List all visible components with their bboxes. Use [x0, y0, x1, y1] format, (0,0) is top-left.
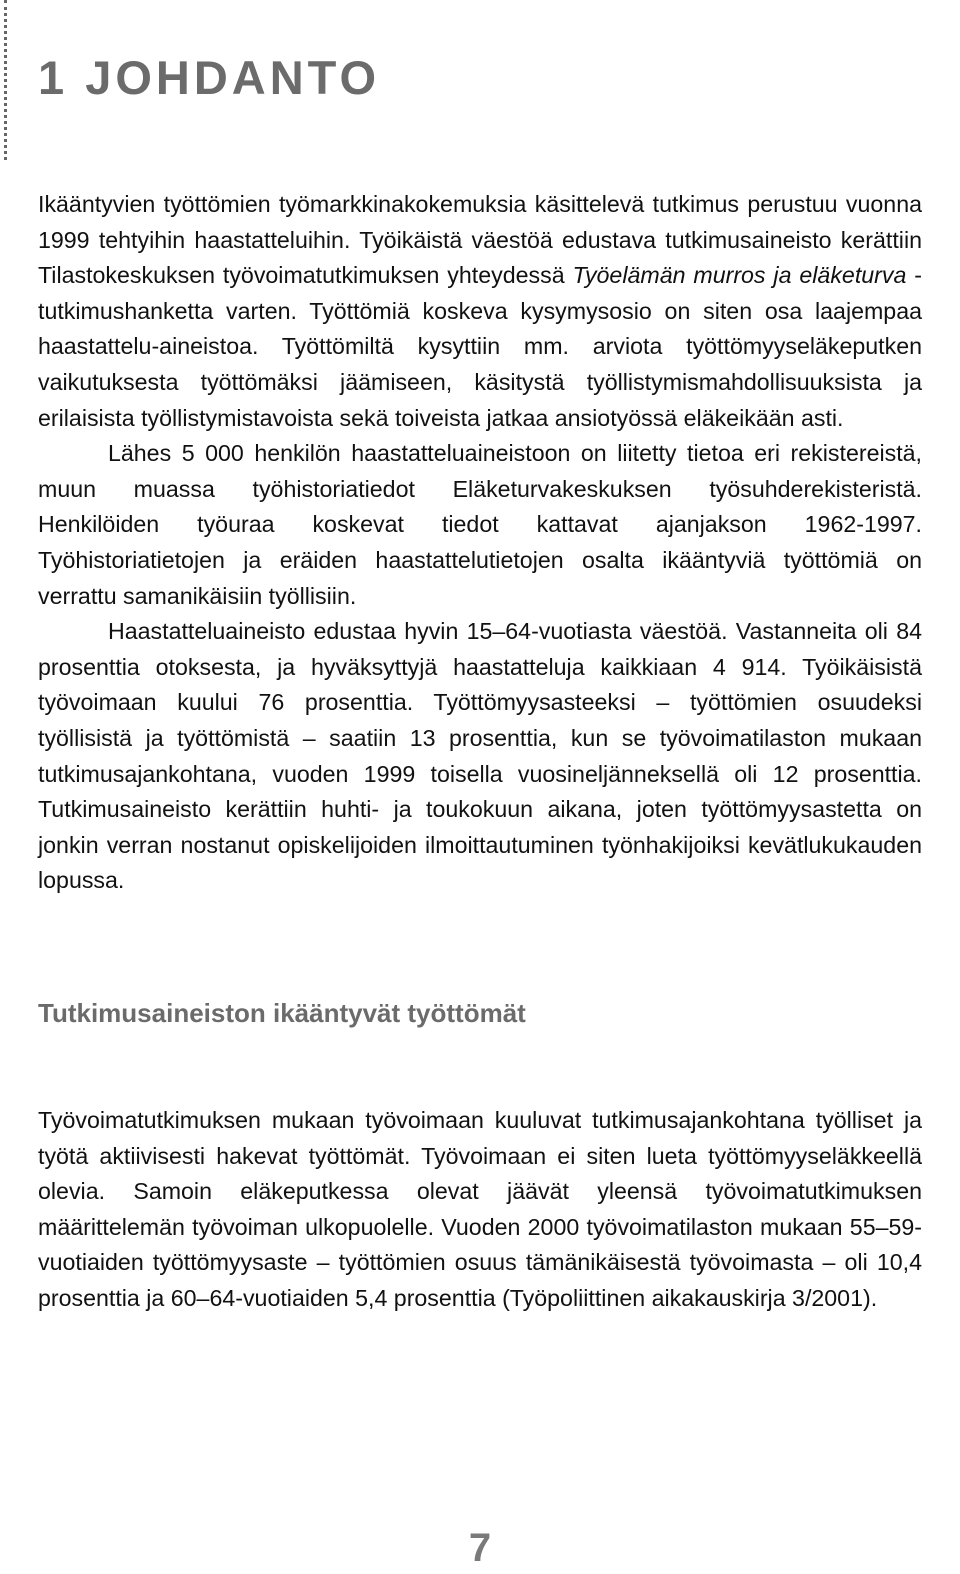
section-2-paragraph-1: Työvoimatutkimuksen mukaan työvoimaan kuuluvat tutkimusajankohtana työlliset ja työtä aktiivisesti hakevat työttömät. Työvoimaan ei siten lueta työttömyyseläkkeellä olevia. Samoin eläkeputkessa olevat jäävät yleensä työvoimatutkimuksen määrittelemän työvoiman ulkopuolelle. Vuoden 2000 työvoimatilaston mukaan 55–59-vuotiaiden työttömyysaste – työttömien osuus tämänikäisestä työvoimasta – oli 10,4 prosenttia ja 60–64-vuotiaiden 5,4 prosenttia (Työpoliittinen aikakauskirja 3/2001). — [38, 1107, 922, 1311]
project-name: Työelämän murros ja eläketurva — [572, 262, 907, 289]
section-heading: Tutkimusaineiston ikääntyvät työttömät — [38, 998, 526, 1028]
page-number: 7 — [468, 1526, 492, 1570]
section-2-body — [38, 1103, 922, 1317]
intro-paragraph-1-text-a: Ikääntyvien työttömien työmarkkinakokemuksia käsittelevä tutkimus perustuu vuonna 1999 tehtyihin haastatteluihin. Työikäistä väestöä edustava tutkimusaineisto kerättiin Tilastokeskuksen työvoimatutkimuksen yhteydessä — [38, 191, 922, 289]
intro-paragraph-3: Haastatteluaineisto edustaa hyvin 15–64-vuotiasta väestöä. Vastanneita oli 84 prosenttia otoksesta, ja hyväksyttyjä haastatteluja kaikkiaan 4 914. Työikäisistä työvoimaan kuului 76 prosenttia. Työttömyysasteeksi – työttömien osuudeksi työllisistä ja työttömistä – saatiin 13 prosenttia, kun se työvoimatilaston mukaan tutkimusajankohtana, vuoden 1999 toisella vuosineljänneksellä oli 12 prosenttia. Tutkimusaineisto kerättiin huhti- ja toukokuun aikana, joten työttömyysastetta on jonkin verran nostanut opiskelijoiden ilmoittautuminen työnhakijoiksi kevätlukukauden lopussa. — [38, 618, 922, 894]
chapter-title: 1 JOHDANTO — [38, 51, 381, 104]
intro-paragraph-2: Lähes 5 000 henkilön haastatteluaineistoon on liitetty tietoa eri rekistereistä, muun muassa työhistoriatiedot Eläketurvakeskuksen työsuhderekisteristä. Henkilöiden työuraa koskevat tiedot kattavat ajanjakson 1962-1997. Työhistoriatietojen ja eräiden haastattelutietojen osalta ikääntyviä työttömiä on verrattu samanikäisiin työllisiin. — [38, 440, 922, 609]
intro-section — [38, 187, 922, 899]
intro-paragraph-1 — [38, 187, 922, 436]
intro-paragraph-1-text-b: -tutkimushanketta varten. Työttömiä koskeva kysymysosio on siten osa laajempaa haastattelu-aineistoa. Työttömiltä kysyttiin mm. arviota työttömyyseläkeputken vaikutuksesta työttömäksi jäämiseen, käsitystä työllistymismahdollisuuksista ja erilaisista työllistymistavoista sekä toiveista jatkaa ansiotyössä eläkeikään asti. — [38, 262, 923, 431]
margin-dotted-rule — [4, 0, 7, 160]
